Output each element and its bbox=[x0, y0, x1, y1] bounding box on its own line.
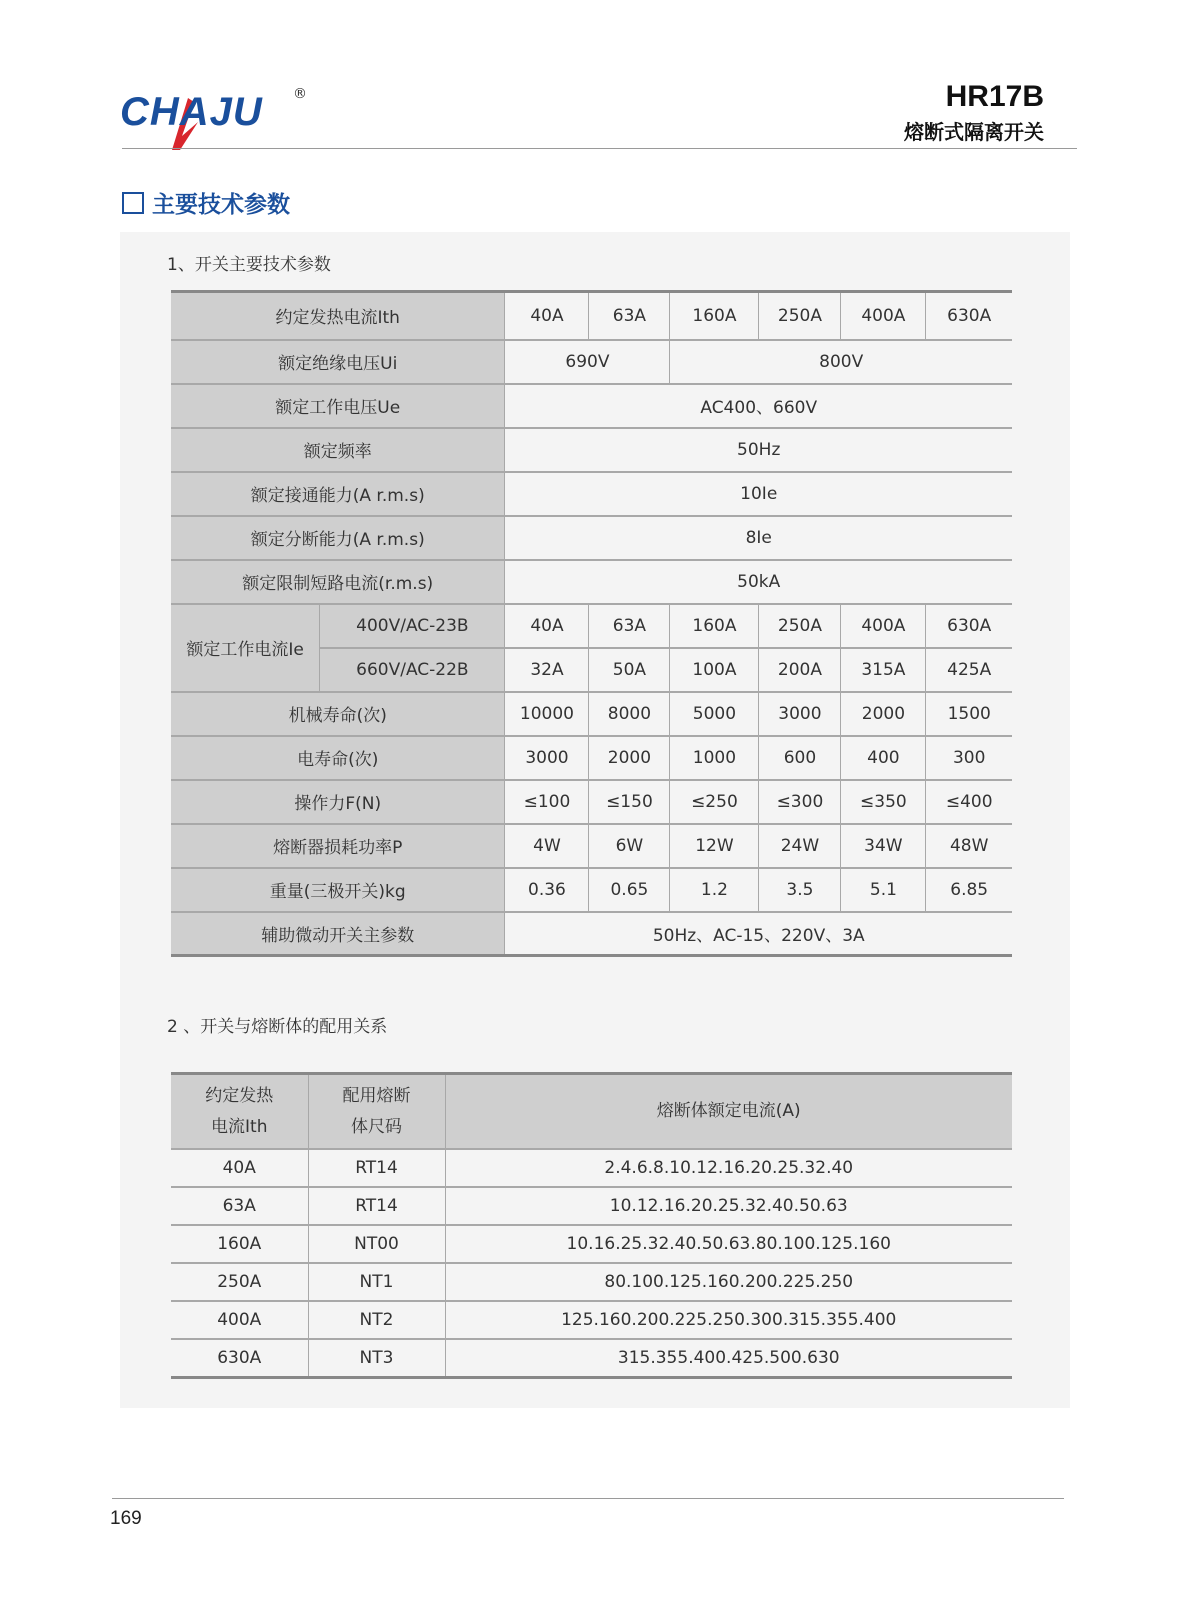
row-label: 额定限制短路电流(r.m.s) bbox=[171, 560, 505, 604]
product-name: 熔断式隔离开关 bbox=[904, 120, 1044, 144]
table-row bbox=[171, 384, 1012, 428]
table-cell: 10Ie bbox=[505, 472, 1012, 516]
header-rating: 熔断体额定电流(A) bbox=[445, 1074, 1012, 1150]
table-row bbox=[171, 472, 1012, 516]
table-cell: RT14 bbox=[308, 1187, 445, 1225]
table-cell: 160A bbox=[670, 292, 759, 340]
header-ith-line1: 约定发热 bbox=[205, 1085, 274, 1106]
brand-name: CHAJU bbox=[120, 90, 263, 134]
table-cell: 200A bbox=[759, 648, 841, 692]
table-cell: 0.36 bbox=[505, 868, 589, 912]
table-cell: 10.16.25.32.40.50.63.80.100.125.160 bbox=[445, 1225, 1012, 1263]
table-cell: RT14 bbox=[308, 1149, 445, 1187]
table-cell: 63A bbox=[589, 292, 670, 340]
row-label: 重量(三极开关)kg bbox=[171, 868, 505, 912]
table-cell: 10000 bbox=[505, 692, 589, 736]
table-cell: 250A bbox=[171, 1263, 308, 1301]
table-cell: 8000 bbox=[589, 692, 670, 736]
table-cell: 600 bbox=[759, 736, 841, 780]
table-cell: 63A bbox=[171, 1187, 308, 1225]
table-row bbox=[171, 692, 1012, 736]
fuse-compatibility-table bbox=[171, 1072, 1012, 1379]
table-cell: AC400、660V bbox=[505, 384, 1012, 428]
table-cell: 3000 bbox=[505, 736, 589, 780]
table-cell: 425A bbox=[926, 648, 1012, 692]
table-cell: 315.355.400.425.500.630 bbox=[445, 1339, 1012, 1378]
row-sublabel: 660V/AC-22B bbox=[320, 648, 505, 692]
table-cell: 1000 bbox=[670, 736, 759, 780]
table-cell: 800V bbox=[670, 340, 1012, 384]
table-row bbox=[171, 824, 1012, 868]
table-row bbox=[171, 292, 1012, 340]
table-row bbox=[171, 560, 1012, 604]
table-cell: 630A bbox=[171, 1339, 308, 1378]
row-label: 约定发热电流Ith bbox=[171, 292, 505, 340]
table-row bbox=[171, 912, 1012, 956]
table-row bbox=[171, 604, 1012, 648]
registered-mark: ® bbox=[293, 86, 307, 102]
table-cell: 8Ie bbox=[505, 516, 1012, 560]
table-cell: 6W bbox=[589, 824, 670, 868]
row-label: 熔断器损耗功率P bbox=[171, 824, 505, 868]
header-ith-line2: 电流Ith bbox=[211, 1116, 268, 1137]
table-row bbox=[171, 1149, 1012, 1187]
table-cell: 1500 bbox=[926, 692, 1012, 736]
table1-title: 1、开关主要技术参数 bbox=[167, 255, 331, 275]
table-cell: 3.5 bbox=[759, 868, 841, 912]
table-cell: 630A bbox=[926, 292, 1012, 340]
table-row bbox=[171, 868, 1012, 912]
table-cell: 34W bbox=[841, 824, 926, 868]
row-label: 电寿命(次) bbox=[171, 736, 505, 780]
table-cell: 300 bbox=[926, 736, 1012, 780]
table-cell: 32A bbox=[505, 648, 589, 692]
row-sublabel: 400V/AC-23B bbox=[320, 604, 505, 648]
table-cell: 5.1 bbox=[841, 868, 926, 912]
table-cell: 250A bbox=[759, 292, 841, 340]
table-cell: 630A bbox=[926, 604, 1012, 648]
row-label: 额定工作电流Ie bbox=[171, 604, 320, 692]
table-cell: 3000 bbox=[759, 692, 841, 736]
table-cell: 50A bbox=[589, 648, 670, 692]
table-cell: 50Hz bbox=[505, 428, 1012, 472]
checkbox-square-icon bbox=[122, 192, 144, 214]
header-size-line1: 配用熔断 bbox=[342, 1085, 411, 1106]
table-cell: NT00 bbox=[308, 1225, 445, 1263]
table-cell: ≤300 bbox=[759, 780, 841, 824]
table-cell: 40A bbox=[505, 604, 589, 648]
table-cell: ≤350 bbox=[841, 780, 926, 824]
table-row bbox=[171, 1187, 1012, 1225]
table-cell: 12W bbox=[670, 824, 759, 868]
table-cell: 315A bbox=[841, 648, 926, 692]
table-cell: 40A bbox=[505, 292, 589, 340]
table-cell: ≤150 bbox=[589, 780, 670, 824]
row-label: 辅助微动开关主参数 bbox=[171, 912, 505, 956]
table-cell: ≤100 bbox=[505, 780, 589, 824]
main-parameters-table bbox=[171, 290, 1012, 957]
section-title-text: 主要技术参数 bbox=[152, 192, 290, 218]
table-cell: 2000 bbox=[589, 736, 670, 780]
table-cell: 50kA bbox=[505, 560, 1012, 604]
table-cell: 4W bbox=[505, 824, 589, 868]
table-row bbox=[171, 340, 1012, 384]
page-number: 169 bbox=[110, 1508, 142, 1529]
table-cell: NT2 bbox=[308, 1301, 445, 1339]
table-row bbox=[171, 1339, 1012, 1378]
row-label: 额定工作电压Ue bbox=[171, 384, 505, 428]
table-cell: 6.85 bbox=[926, 868, 1012, 912]
table-row bbox=[171, 1263, 1012, 1301]
table-row bbox=[171, 780, 1012, 824]
table-cell: 80.100.125.160.200.225.250 bbox=[445, 1263, 1012, 1301]
table-cell: 50Hz、AC-15、220V、3A bbox=[505, 912, 1012, 956]
table-cell: 2000 bbox=[841, 692, 926, 736]
table-row bbox=[171, 1301, 1012, 1339]
table-cell: 0.65 bbox=[589, 868, 670, 912]
table-cell: 690V bbox=[505, 340, 670, 384]
table-row bbox=[171, 1225, 1012, 1263]
table-cell: 63A bbox=[589, 604, 670, 648]
table-row bbox=[171, 428, 1012, 472]
table-cell: 40A bbox=[171, 1149, 308, 1187]
model-number: HR17B bbox=[945, 80, 1044, 113]
table-cell: 400 bbox=[841, 736, 926, 780]
table-cell: 400A bbox=[171, 1301, 308, 1339]
brand-logo bbox=[120, 86, 320, 156]
table-cell: 400A bbox=[841, 604, 926, 648]
table-cell: 250A bbox=[759, 604, 841, 648]
row-label: 额定分断能力(A r.m.s) bbox=[171, 516, 505, 560]
row-label: 额定绝缘电压Ui bbox=[171, 340, 505, 384]
row-label: 额定频率 bbox=[171, 428, 505, 472]
table-cell: 10.12.16.20.25.32.40.50.63 bbox=[445, 1187, 1012, 1225]
table-cell: 2.4.6.8.10.12.16.20.25.32.40 bbox=[445, 1149, 1012, 1187]
table-cell: 125.160.200.225.250.300.315.355.400 bbox=[445, 1301, 1012, 1339]
header-ith bbox=[171, 1074, 308, 1150]
section-title bbox=[122, 186, 290, 219]
header-divider bbox=[122, 148, 1077, 149]
row-label: 额定接通能力(A r.m.s) bbox=[171, 472, 505, 516]
table-cell: ≤400 bbox=[926, 780, 1012, 824]
table-cell: 400A bbox=[841, 292, 926, 340]
table-cell: 160A bbox=[670, 604, 759, 648]
table-row bbox=[171, 516, 1012, 560]
table-cell: 160A bbox=[171, 1225, 308, 1263]
header-fuse-size bbox=[308, 1074, 445, 1150]
table-cell: ≤250 bbox=[670, 780, 759, 824]
table-header-row bbox=[171, 1074, 1012, 1150]
table-cell: 5000 bbox=[670, 692, 759, 736]
footer-divider bbox=[112, 1498, 1064, 1499]
table-cell: 48W bbox=[926, 824, 1012, 868]
table-cell: NT1 bbox=[308, 1263, 445, 1301]
header-size-line2: 体尺码 bbox=[351, 1116, 402, 1137]
table-cell: 1.2 bbox=[670, 868, 759, 912]
table-cell: NT3 bbox=[308, 1339, 445, 1378]
row-label: 操作力F(N) bbox=[171, 780, 505, 824]
table2-title: 2 、开关与熔断体的配用关系 bbox=[167, 1017, 388, 1037]
table-cell: 24W bbox=[759, 824, 841, 868]
row-label: 机械寿命(次) bbox=[171, 692, 505, 736]
table-row bbox=[171, 736, 1012, 780]
table-cell: 100A bbox=[670, 648, 759, 692]
